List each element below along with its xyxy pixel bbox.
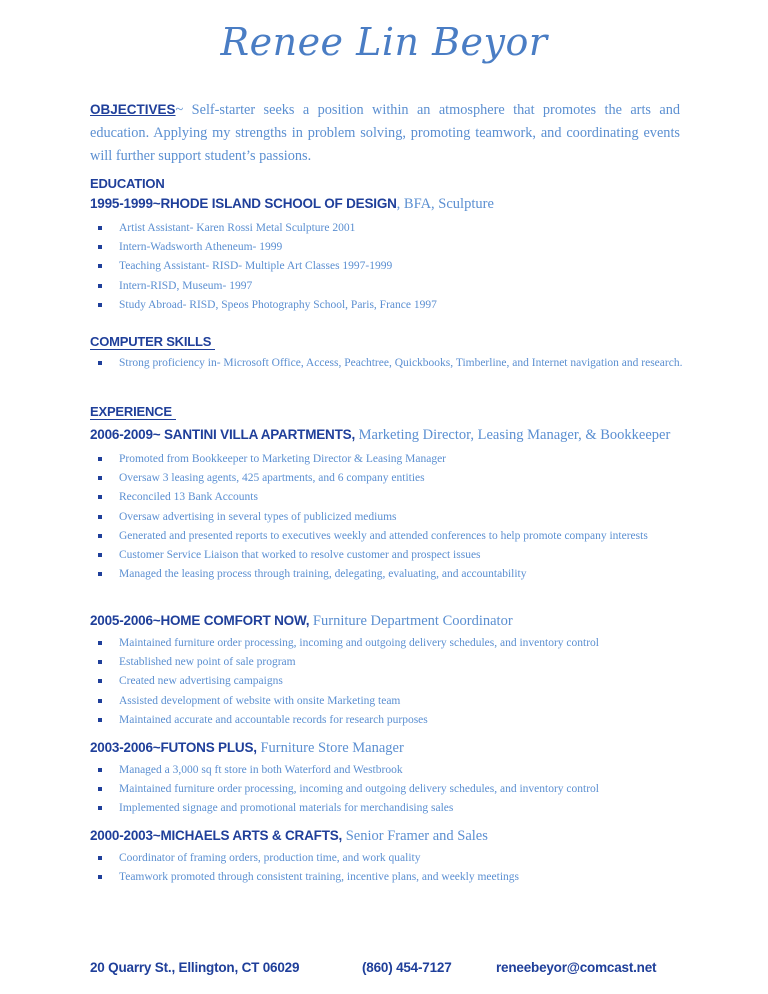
job-company: SANTINI VILLA APARTMENTS,	[164, 427, 355, 442]
list-item: Oversaw 3 leasing agents, 425 apartments, and 6 company entities	[90, 469, 702, 488]
list-item: Implemented signage and promotional materials for merchandising sales	[90, 799, 702, 818]
experience-heading: EXPERIENCE	[90, 404, 176, 420]
job-dates: 2000-2003~	[90, 828, 161, 843]
job-bullet-list	[90, 849, 702, 887]
objective-paragraph	[90, 98, 680, 168]
bullet-icon	[98, 245, 102, 249]
list-item: Customer Service Liaison that worked to resolve customer and prospect issues	[90, 546, 702, 565]
education-school: RHODE ISLAND SCHOOL OF DESIGN	[160, 196, 397, 211]
bullet-icon	[98, 457, 102, 461]
job-title-line	[90, 427, 670, 444]
computer-skills-list	[90, 354, 702, 373]
education-degree: , BFA, Sculpture	[396, 196, 494, 212]
objective-text: ~ Self-starter seeks a position within an atmosphere that promotes the arts and education. Applying my strengths in problem solving, promoting teamwork, and coordinating events will further support student’s passions.	[90, 102, 680, 164]
bullet-icon	[98, 226, 102, 230]
footer-email: reneebeyor@comcast.net	[496, 960, 657, 975]
list-item: Artist Assistant- Karen Rossi Metal Sculpture 2001	[90, 219, 702, 238]
list-item: Strong proficiency in- Microsoft Office, Access, Peachtree, Quickbooks, Timberline, and Internet navigation and research.	[90, 354, 702, 373]
bullet-icon	[98, 303, 102, 307]
list-item: Reconciled 13 Bank Accounts	[90, 488, 702, 507]
job-company: HOME COMFORT NOW,	[160, 613, 310, 628]
education-heading: EDUCATION	[90, 176, 165, 191]
footer-phone: (860) 454-7127	[362, 960, 452, 975]
job-bullet-list	[90, 450, 702, 584]
job-title-line	[90, 828, 488, 845]
list-item: Managed the leasing process through training, delegating, evaluating, and accountability	[90, 565, 702, 584]
bullet-icon	[98, 264, 102, 268]
bullet-icon	[98, 806, 102, 810]
job-company: FUTONS PLUS,	[160, 740, 257, 755]
job-title-line	[90, 740, 404, 757]
job-dates: 2003-2006~	[90, 740, 161, 755]
job-dates: 2005-2006~	[90, 613, 161, 628]
education-list	[90, 219, 702, 315]
job-title-line	[90, 613, 513, 630]
list-item: Maintained furniture order processing, incoming and outgoing delivery schedules, and inventory control	[90, 780, 702, 799]
bullet-icon	[98, 787, 102, 791]
bullet-icon	[98, 361, 102, 365]
list-item: Intern-RISD, Museum- 1997	[90, 277, 702, 296]
bullet-icon	[98, 534, 102, 538]
bullet-icon	[98, 572, 102, 576]
job-role: Marketing Director, Leasing Manager, & Bookkeeper	[355, 427, 671, 443]
list-item: Promoted from Bookkeeper to Marketing Director & Leasing Manager	[90, 450, 702, 469]
job-role: Furniture Department Coordinator	[309, 613, 513, 629]
bullet-icon	[98, 284, 102, 288]
list-item: Teamwork promoted through consistent training, incentive plans, and weekly meetings	[90, 868, 702, 887]
bullet-icon	[98, 476, 102, 480]
list-item: Established new point of sale program	[90, 653, 702, 672]
bullet-icon	[98, 553, 102, 557]
list-item: Maintained furniture order processing, incoming and outgoing delivery schedules, and inventory control	[90, 634, 702, 653]
list-item: Maintained accurate and accountable records for research purposes	[90, 711, 702, 730]
list-item: Assisted development of website with onsite Marketing team	[90, 692, 702, 711]
list-item: Generated and presented reports to executives weekly and attended conferences to help promote company interests	[90, 527, 702, 546]
bullet-icon	[98, 641, 102, 645]
bullet-icon	[98, 660, 102, 664]
job-role: Senior Framer and Sales	[342, 828, 488, 844]
job-bullet-list	[90, 634, 702, 730]
job-dates: 2006-2009~	[90, 427, 164, 442]
objective-label: OBJECTIVES	[90, 102, 176, 117]
list-item: Coordinator of framing orders, production time, and work quality	[90, 849, 702, 868]
list-item: Teaching Assistant- RISD- Multiple Art Classes 1997-1999	[90, 257, 702, 276]
bullet-icon	[98, 718, 102, 722]
resume-name: Renee Lin Beyor	[220, 20, 548, 64]
education-entry	[90, 196, 494, 213]
list-item: Managed a 3,000 sq ft store in both Waterford and Westbrook	[90, 761, 702, 780]
job-role: Furniture Store Manager	[256, 740, 404, 756]
bullet-icon	[98, 515, 102, 519]
bullet-icon	[98, 679, 102, 683]
job-company: MICHAELS ARTS & CRAFTS,	[160, 828, 343, 843]
bullet-icon	[98, 856, 102, 860]
bullet-icon	[98, 875, 102, 879]
bullet-icon	[98, 768, 102, 772]
list-item: Oversaw advertising in several types of publicized mediums	[90, 508, 702, 527]
education-dates: 1995-1999~	[90, 196, 161, 211]
bullet-icon	[98, 495, 102, 499]
computer-skills-heading: COMPUTER SKILLS	[90, 334, 215, 350]
footer-address: 20 Quarry St., Ellington, CT 06029	[90, 960, 300, 975]
list-item: Study Abroad- RISD, Speos Photography School, Paris, France 1997	[90, 296, 702, 315]
list-item: Created new advertising campaigns	[90, 672, 702, 691]
list-item: Intern-Wadsworth Atheneum- 1999	[90, 238, 702, 257]
bullet-icon	[98, 699, 102, 703]
job-bullet-list	[90, 761, 702, 819]
